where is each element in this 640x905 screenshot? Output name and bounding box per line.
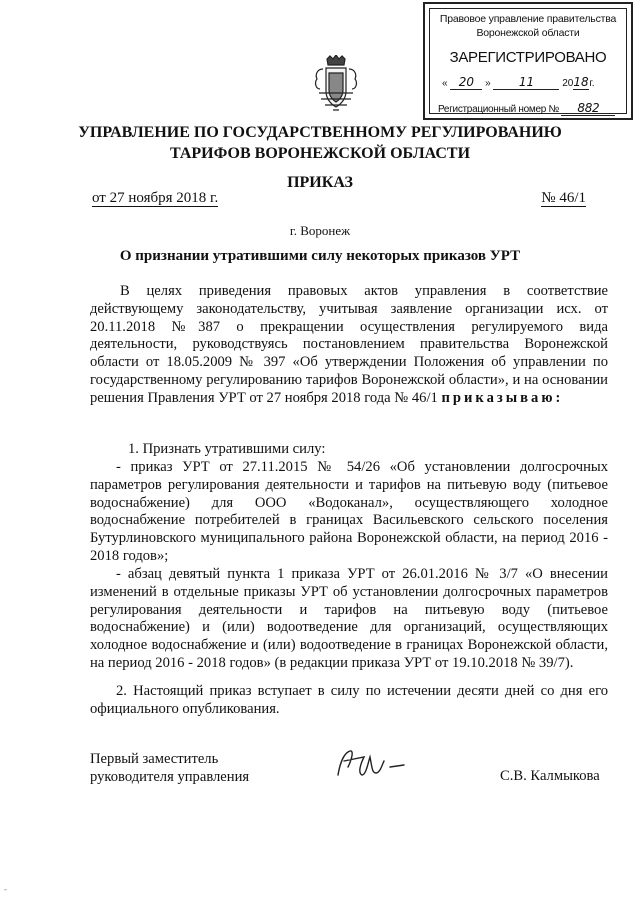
document-subject: О признании утратившими силу некоторых приказов УРТ <box>119 248 521 264</box>
stamp-date <box>442 75 616 90</box>
stamp-org-line2: Воронежской области <box>476 27 580 39</box>
document-type: ПРИКАЗ <box>287 174 353 191</box>
stamp-date-day: 20 <box>450 75 482 90</box>
stamp-date-close-quote: » <box>485 78 491 89</box>
registration-stamp-inner-border <box>429 8 627 114</box>
stamp-reg-number-value: 882 <box>561 101 615 116</box>
document-number-text: № 46/1 <box>541 190 586 206</box>
stamp-reg-number <box>438 101 620 116</box>
preamble-text: В целях приведения правовых актов управления в соответствие действующему законодательству, учитывая заявление организации исх. от 20.11.2018 №387 о прекращении осуществления регулируемого вида деятельности, руководствуясь постановлением правительства Воронежской области от 18.05.2009 № 397 «Об утверждении Положения об управлении по государственному регулированию тарифов Воронежской области», и на основании решения Правления УРТ от 27 ноября 2018 года № 46/1 <box>90 283 608 406</box>
signatory-position-line2: руководителя управления <box>90 769 250 785</box>
document-city: г. Воронеж <box>289 223 351 238</box>
registration-stamp <box>423 2 633 120</box>
signatory-name: С.В. Калмыкова <box>500 768 600 784</box>
coat-of-arms-icon <box>313 55 359 113</box>
stamp-date-year: 18 <box>573 75 589 89</box>
handwritten-signature <box>330 745 430 785</box>
document-number <box>541 190 586 207</box>
document-date-text: от 27 ноября 2018 г. <box>92 190 219 206</box>
signatory-position-line1: Первый заместитель <box>90 751 219 767</box>
organization-title <box>0 122 640 164</box>
order-item-1a: - приказ УРТ от 27.11.2015 № 54/26 «Об установлении долгосрочных параметров регулирования деятельности и тарифов на питьевую воду (питьевое водоснабжение) для ООО «Водоканал», осуществляющего холодное водоснабжение потребителей в границах Васильевского сельского поселения Бутурлиновского муниципального района Воронежской области, на период 2016 - 2018 годов»; <box>90 459 608 564</box>
organization-title-line1: УПРАВЛЕНИЕ ПО ГОСУДАРСТВЕННОМУ РЕГУЛИРОВАНИЮ <box>78 124 562 141</box>
stamp-date-suffix: г. <box>589 78 595 89</box>
document-date <box>92 190 218 207</box>
stamp-org-line1: Правовое управление правительства <box>439 13 617 25</box>
footer-mark: - <box>4 884 7 894</box>
preamble-paragraph <box>90 283 608 408</box>
stamp-date-open-quote: « <box>442 78 448 89</box>
organization-title-line2: ТАРИФОВ ВОРОНЕЖСКОЙ ОБЛАСТИ <box>169 145 471 162</box>
stamp-date-month: 11 <box>493 75 559 90</box>
order-item-2: 2. Настоящий приказ вступает в силу по истечении десяти дней со дня его официального опубликования. <box>90 683 608 717</box>
stamp-date-year-prefix: 20 <box>562 78 574 89</box>
stamp-reg-number-label: Регистрационный номер № <box>438 104 559 115</box>
signatory-position <box>90 750 249 786</box>
order-item-1b: - абзац девятый пункта 1 приказа УРТ от 26.01.2016 № 3/7 «О внесении изменений в отдельные приказы УРТ об установлении долгосрочных параметров регулирования деятельности и тарифов на питьевую воду (питьевое водоснабжение) и (или) водоотведение для организаций, осуществляющих холодное водоснабжение и (или) водоотведение в границах Воронежской области, на период 2016 - 2018 годов» (в редакции приказа УРТ от 19.10.2018 № 39/7). <box>90 566 608 671</box>
orders-word: приказываю: <box>441 389 564 406</box>
stamp-organization <box>430 12 626 40</box>
order-item-1: 1. Признать утратившими силу: <box>128 441 326 457</box>
stamp-registered-label: ЗАРЕГИСТРИРОВАНО <box>449 49 607 66</box>
